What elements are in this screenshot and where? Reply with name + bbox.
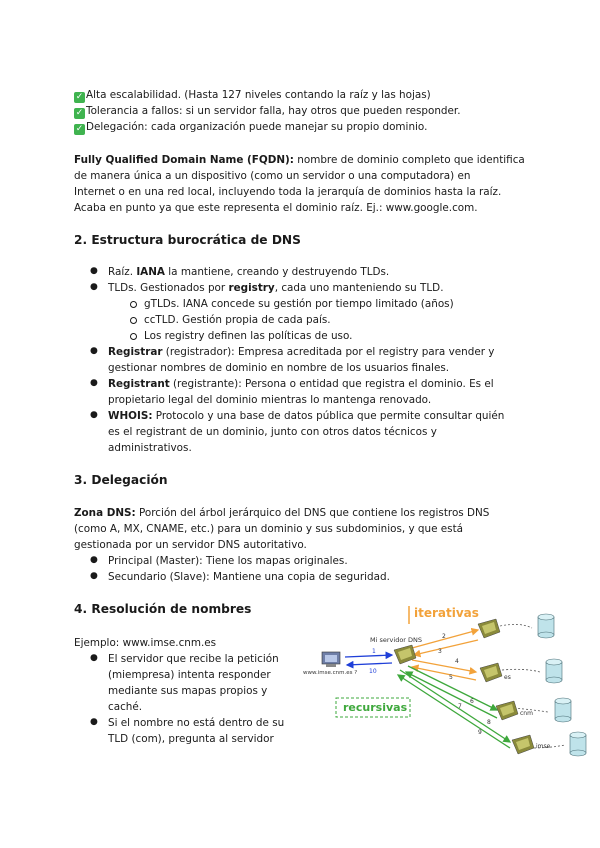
checkmark-icon: ✓ <box>75 92 84 102</box>
step-label: 5 <box>449 674 453 681</box>
checkmark-icon: ✓ <box>75 108 84 118</box>
bullet-icon: ● <box>90 378 98 388</box>
database-links <box>500 624 565 748</box>
client-label: www.imse.cnm.es ? <box>303 670 358 676</box>
bullet-icon: ● <box>90 282 98 292</box>
list-item-continuation: mediante sus mapas propios y <box>108 685 268 697</box>
bullet-icon: ● <box>90 571 98 581</box>
fqdn-line: Internet o en una red local, incluyendo toda la jerarquía de dominios hasta la raíz. <box>74 186 502 198</box>
bullet-icon: ● <box>90 346 98 356</box>
zona-paragraph: Zona DNS: Porción del árbol jerárquico del DNS que contiene los registros DNS <box>74 507 490 519</box>
imse-server-icon <box>512 735 534 754</box>
root-server-icon <box>478 619 500 638</box>
step-label: 9 <box>478 729 482 736</box>
bullet-icon: ● <box>90 653 98 663</box>
arrow-1 <box>345 655 392 657</box>
benefit-item: ✓ Delegación: cada organización puede manejar su propio dominio. <box>75 121 428 134</box>
imse-label: imse <box>536 743 551 750</box>
list-item-continuation: administrativos. <box>108 442 192 454</box>
example-line: Ejemplo: www.imse.cnm.es <box>74 637 217 649</box>
list-item-continuation: propietario legal del dominio mientras lo mantenga renovado. <box>108 394 432 406</box>
step-label: 4 <box>455 658 459 665</box>
list-item-continuation: (miempresa) intenta responder <box>108 669 271 681</box>
client-computer-icon <box>322 652 340 667</box>
list-item: Si el nombre no está dentro de su <box>108 717 285 729</box>
step-label: 2 <box>442 633 446 640</box>
sub-list-item: gTLDs. IANA concede su gestión por tiempo limitado (años) <box>144 298 454 310</box>
step-label: 8 <box>487 719 491 726</box>
step-label: 3 <box>438 648 442 655</box>
checkmark-icon: ✓ <box>75 124 84 134</box>
sub-list-item: Los registry definen las políticas de uso. <box>144 330 353 342</box>
bullet-icon: ● <box>90 410 98 420</box>
fqdn-line: de manera única a un dispositivo (como un servidor o una computadora) en <box>74 170 471 182</box>
fqdn-line: Acaba en punto ya que este representa el dominio raíz. Ej.: www.google.com. <box>74 202 478 214</box>
benefit-item: ✓ Tolerancia a fallos: si un servidor falla, hay otros que pueden responder. <box>75 105 461 118</box>
list-item: El servidor que recibe la petición <box>108 653 279 665</box>
step-label: 7 <box>458 703 462 710</box>
section-heading: 2. Estructura burocrática de DNS <box>74 233 301 247</box>
arrow-10 <box>347 663 392 665</box>
arrow-5 <box>412 667 476 680</box>
database-icon <box>546 659 562 683</box>
database-icon <box>538 614 554 638</box>
fqdn-term: Fully Qualified Domain Name (FQDN): <box>74 154 294 166</box>
bullet-icon: ● <box>90 266 98 276</box>
step-label: 10 <box>369 668 377 675</box>
fqdn-paragraph: Fully Qualified Domain Name (FQDN): nombre de dominio completo que identifica <box>74 154 525 166</box>
list-item: Raíz. IANA la mantiene, creando y destruyendo TLDs. <box>108 266 390 278</box>
arrow-4 <box>412 660 476 672</box>
es-server-icon <box>480 663 502 682</box>
list-item: Secundario (Slave): Mantiene una copia de seguridad. <box>108 571 390 583</box>
bullet-icon: ● <box>90 717 98 727</box>
es-label: es <box>504 674 511 681</box>
list-item-continuation: es el registrant de un dominio, junto con otros datos técnicos y <box>108 426 437 438</box>
list-item-continuation: TLD (com), pregunta al servidor <box>108 733 274 745</box>
sub-list-item: ccTLD. Gestión propia de cada país. <box>144 314 331 326</box>
section-heading: 3. Delegación <box>74 473 168 487</box>
list-item: Registrant (registrante): Persona o entidad que registra el dominio. Es el <box>108 378 494 390</box>
benefit-item: ✓ Alta escalabilidad. (Hasta 127 niveles contando la raíz y las hojas) <box>75 89 431 102</box>
list-item: WHOIS: Protocolo y una base de datos pública que permite consultar quién <box>108 410 505 422</box>
database-icon <box>570 732 586 756</box>
recursivas-label: recursivas <box>343 701 408 714</box>
list-item: Principal (Master): Tiene los mapas originales. <box>108 555 348 567</box>
arrow-3 <box>414 640 478 655</box>
list-item: TLDs. Gestionados por registry, cada uno manteniendo su TLD. <box>108 282 444 294</box>
zona-line: (como A, MX, CNAME, etc.) para un dominio y sus subdominios, y que está <box>74 523 464 535</box>
step-label: 1 <box>372 648 376 655</box>
zona-line: gestionada por un servidor DNS autoritativo. <box>74 539 307 551</box>
cnm-server-icon <box>496 701 518 720</box>
step-label: 6 <box>470 698 474 705</box>
section-heading: 4. Resolución de nombres <box>74 602 252 616</box>
bullet-icon: ● <box>90 555 98 565</box>
iterativas-label: iterativas <box>414 606 479 620</box>
db-link <box>500 624 532 628</box>
cnm-label: cnm <box>520 710 533 717</box>
arrow-8 <box>400 670 510 742</box>
db-link <box>502 669 540 672</box>
list-item: Registrar (registrador): Empresa acreditada por el registry para vender y <box>108 346 495 358</box>
arrow-9 <box>398 675 510 748</box>
dns-server-icon <box>394 645 416 664</box>
server-label: Mi servidor DNS <box>370 636 423 644</box>
database-icon <box>555 698 571 722</box>
list-item-continuation: caché. <box>108 701 143 713</box>
list-item-continuation: gestionar nombres de dominio en nombre de los usuarios finales. <box>108 362 450 374</box>
